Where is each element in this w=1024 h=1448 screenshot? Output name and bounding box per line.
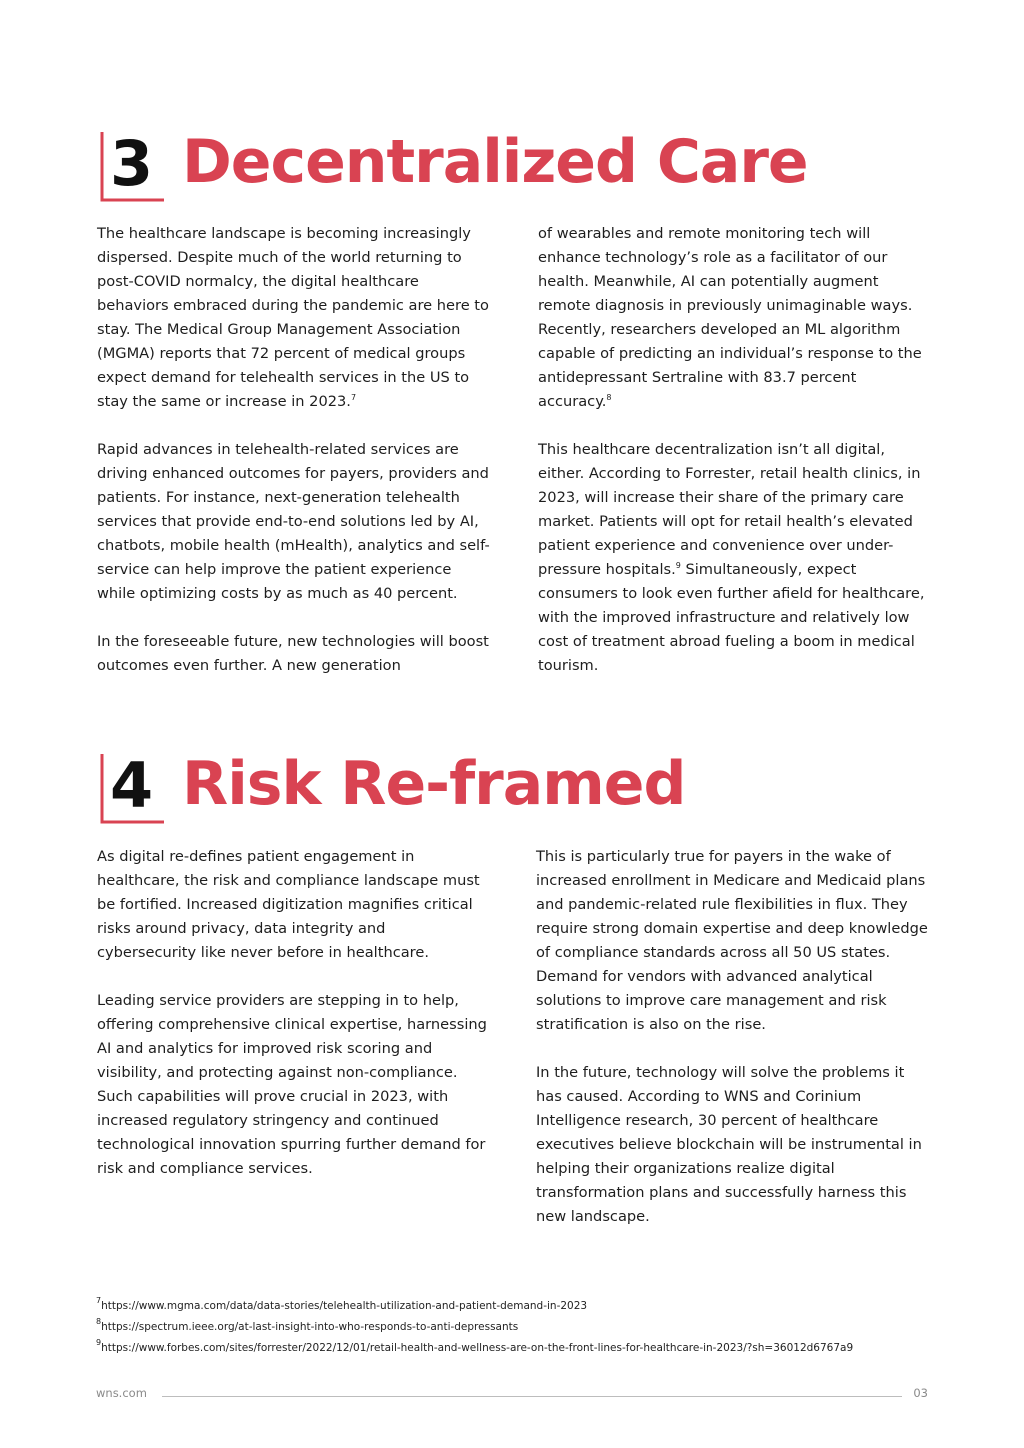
paragraph: This is particularly true for payers in the wake of increased enrollment in Medicare and Medicaid plans and pandemic-related rule flexibilities in flux. They require strong domain expertise and deep knowledge of compliance standards across all 50 US states. Demand for vendors with advanced analytical solutions to improve care management and risk stratification is also on the rise. bbox=[536, 848, 928, 1033]
paragraph: This healthcare decentralization isn’t all digital, either. According to Forrester, retail health clinics, in 2023, will increase their share of the primary care market. Patients will opt for retail health’s elevated patient experience and convenience over under-pressure hospitals.$^9$ Simultaneously, expect consumers to look even further afield for healthcare, with the improved infrastructure and relatively low cost of treatment abroad fueling a boom in medical tourism. bbox=[538, 441, 925, 674]
footnote-ref: 8 bbox=[606, 393, 612, 402]
paragraph: In the future, technology will solve the problems it has caused. According to WNS and Corinium Intelligence research, 30 percent of healthcare executives believe blockchain will be instrumental in helping their organizations realize digital transformation plans and successfully harness this new landscape. bbox=[536, 1064, 922, 1225]
paragraph: Rapid advances in telehealth-related services are driving enhanced outcomes for payers, providers and patients. For instance, next-generation telehealth services that provide end-to-end solutions led by AI, chatbots, mobile health (mHealth), analytics and self-service can help improve the patient experience while optimizing costs by as much as 40 percent. bbox=[97, 441, 490, 602]
section-4-heading bbox=[96, 749, 796, 830]
page-number: 03 bbox=[913, 1386, 928, 1400]
footnote-link[interactable]: https://www.mgma.com/data/data-stories/telehealth-utilization-and-patient-demand-in-2023 bbox=[101, 1300, 588, 1312]
paragraph: As digital re-defines patient engagement in healthcare, the risk and compliance landscape must be fortified. Increased digitization magnifies critical risks around privacy, data integrity and cybersecurity like never before in healthcare. bbox=[97, 848, 480, 961]
page-footer bbox=[96, 1386, 928, 1406]
paragraph: Leading service providers are stepping in to help, offering comprehensive clinical expertise, harnessing AI and analytics for improved risk scoring and visibility, and protecting against non-compliance. Such capabilities will prove crucial in 2023, with increased regulatory stringency and continued technological innovation spurring further demand for risk and compliance services. bbox=[97, 992, 487, 1177]
section-3-right-column bbox=[538, 222, 933, 702]
section-4-right-column bbox=[536, 845, 931, 1253]
footnote-link[interactable]: https://spectrum.ieee.org/at-last-insight-into-who-responds-to-anti-depressants bbox=[101, 1321, 519, 1333]
section-number: 3 bbox=[110, 127, 152, 200]
paragraph: of wearables and remote monitoring tech will enhance technology’s role as a facilitator of our health. Meanwhile, AI can potentially augment remote diagnosis in previously unimaginable ways. Recently, researchers developed an ML algorithm capable of predicting an individual’s response to the antidepressant Sertraline with 83.7 percent accuracy.$^8$ bbox=[538, 225, 922, 410]
paragraph: The healthcare landscape is becoming increasingly dispersed. Despite much of the world returning to post-COVID normalcy, the digital healthcare behaviors embraced during the pandemic are here to stay. The Medical Group Management Association (MGMA) reports that 72 percent of medical groups expect demand for telehealth services in the US to stay the same or increase in 2023.$^7$ bbox=[97, 225, 489, 410]
section-title: Decentralized Care bbox=[182, 127, 808, 197]
paragraph: In the foreseeable future, new technologies will boost outcomes even further. A new generation bbox=[97, 633, 489, 674]
footnote: $^8$https://spectrum.ieee.org/at-last-insight-into-who-responds-to-anti-depressants bbox=[96, 1317, 519, 1333]
section-3-left-column bbox=[97, 222, 492, 702]
footnote-ref: 7 bbox=[350, 393, 357, 402]
section-4-left-column bbox=[97, 845, 487, 1205]
section-number: 4 bbox=[110, 749, 152, 822]
section-3-heading bbox=[96, 127, 876, 208]
footnote: $^9$https://www.forbes.com/sites/forrester/2022/12/01/retail-health-and-wellness-are-on-the-front-lines-for-healthcare-in-2023/?sh=36012d6767a9 bbox=[96, 1338, 854, 1354]
footer-divider bbox=[162, 1396, 902, 1397]
footnote-link[interactable]: https://www.forbes.com/sites/forrester/2022/12/01/retail-health-and-wellness-are-on-the-front-lines-for-healthcare-in-2023/?sh=36012d6767a9 bbox=[101, 1342, 854, 1354]
footnote: $^7$https://www.mgma.com/data/data-stories/telehealth-utilization-and-patient-demand-in-2023 bbox=[96, 1296, 588, 1312]
footer-site: wns.com bbox=[96, 1386, 147, 1400]
footnotes bbox=[96, 1296, 936, 1359]
footnote-ref: 9 bbox=[675, 561, 681, 570]
section-title: Risk Re-framed bbox=[182, 749, 686, 819]
